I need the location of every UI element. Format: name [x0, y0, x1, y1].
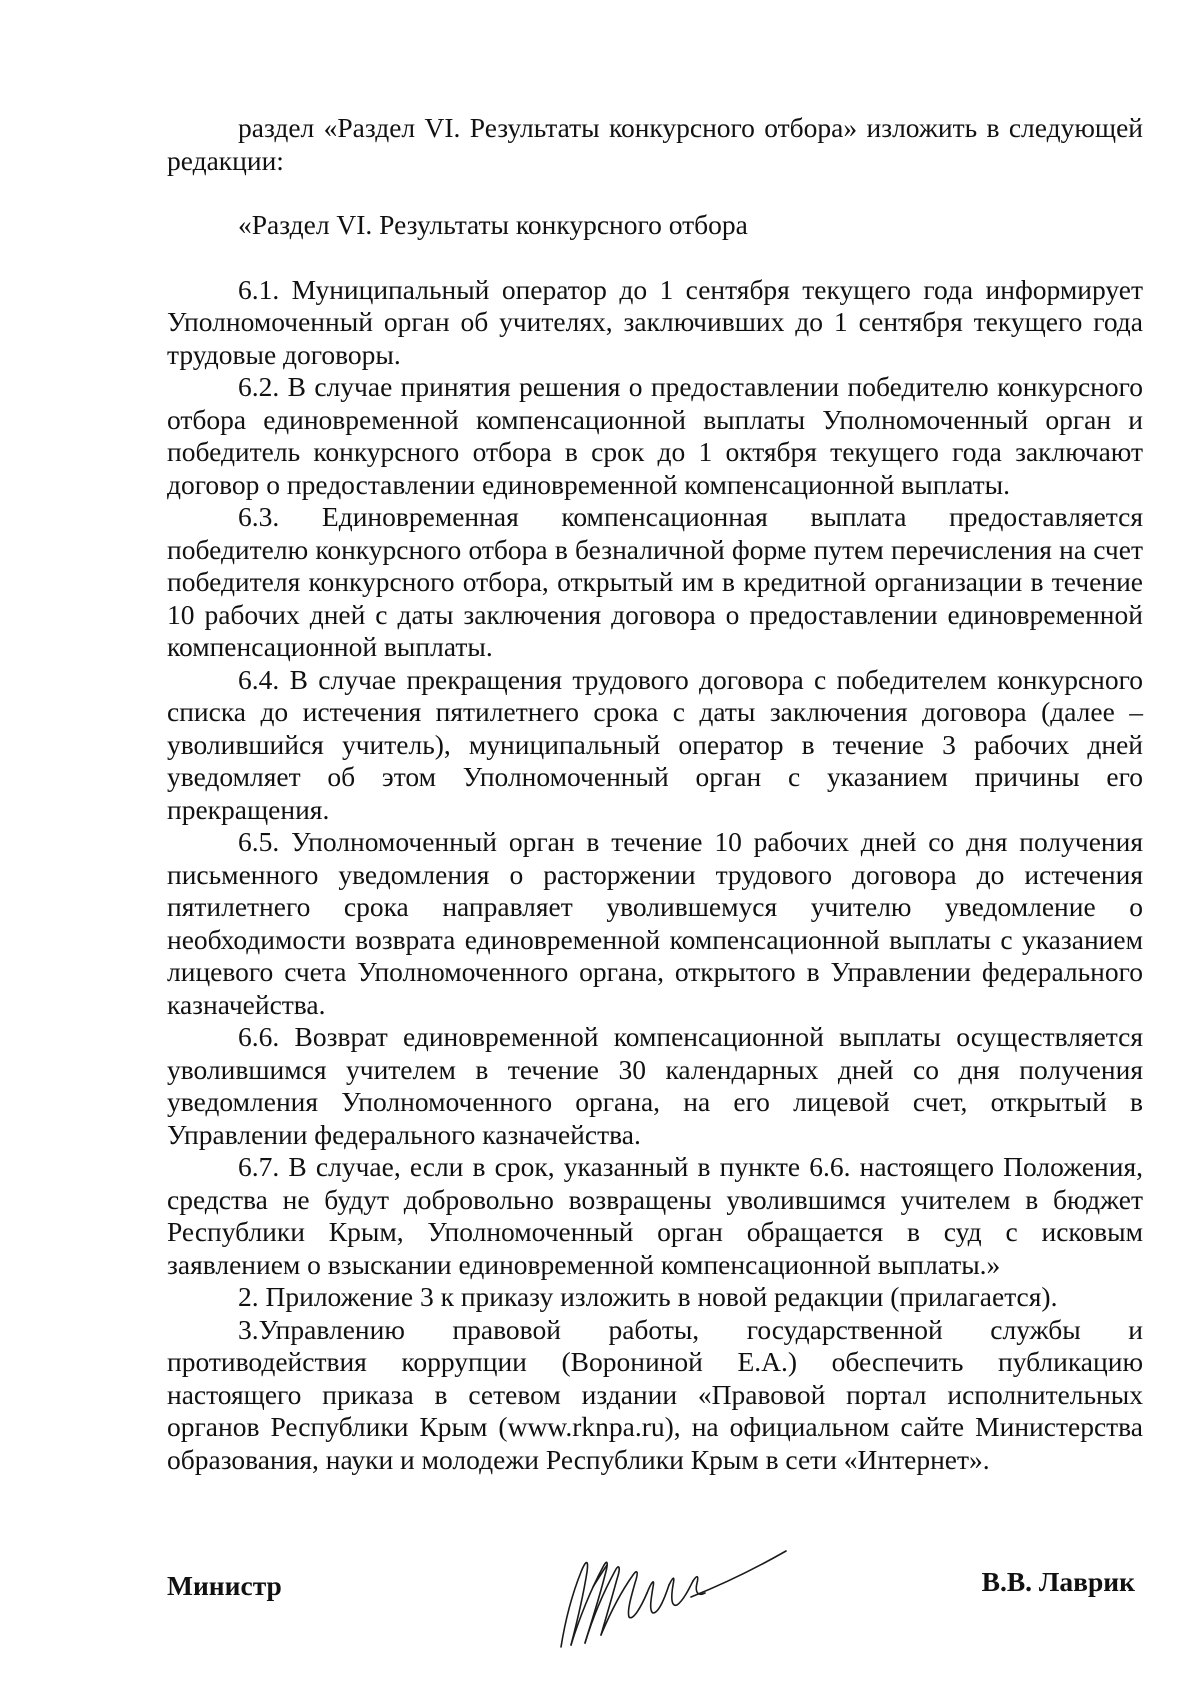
clause-6-1: 6.1. Муниципальный оператор до 1 сентября текущего года информирует Уполномоченный орган об учителях, заключивших до 1 сентября текущего года трудовые договоры. [167, 273, 1143, 370]
signatory-name: В.В. Лаврик [981, 1566, 1135, 1597]
signature-block [167, 1545, 1135, 1665]
document-body [167, 112, 1143, 1476]
intro-paragraph: раздел «Раздел VI. Результаты конкурсного отбора» изложить в следующей редакции: [167, 112, 1143, 176]
clause-6-7: 6.7. В случае, если в срок, указанный в пункте 6.6. настоящего Положения, средства не будут добровольно возвращены уволившимся учителем в бюджет Республики Крым, Уполномоченный орган обращается в суд с исковым заявлением о взыскании единовременной компенсационной выплаты.» [167, 1151, 1143, 1280]
item-3: 3.Управлению правовой работы, государственной службы и противодействия коррупции (Ворониной Е.А.) обеспечить публикацию настоящего приказа в сетевом издании «Правовой портал исполнительных органов Республики Крым (www.rknpa.ru), на официальном сайте Министерства образования, науки и молодежи Республики Крым в сети «Интернет». [167, 1313, 1143, 1475]
handwritten-signature [541, 1527, 791, 1657]
clause-6-3: 6.3. Единовременная компенсационная выплата предоставляется победителю конкурсного отбора в безналичной форме путем перечисления на счет победителя конкурсного отбора, открытый им в кредитной организации в течение 10 рабочих дней с даты заключения договора о предоставлении единовременной компенсационной выплаты. [167, 501, 1143, 662]
item-2: 2. Приложение 3 к приказу изложить в новой редакции (прилагается). [238, 1281, 1058, 1312]
clause-6-6: 6.6. Возврат единовременной компенсационной выплаты осуществляется уволившимся учителем в течение 30 календарных дней со дня получения уведомления Уполномоченного органа, на его лицевой счет, открытый в Управлении федерального казначейства. [167, 1021, 1143, 1150]
clause-6-4: 6.4. В случае прекращения трудового договора с победителем конкурсного списка до истечения пятилетнего срока с даты заключения договора (далее – уволившийся учитель), муниципальный оператор в течение 3 рабочих дней уведомляет об этом Уполномоченный орган с указанием причины его прекращения. [167, 663, 1143, 825]
section-heading: «Раздел VI. Результаты конкурсного отбора [238, 209, 748, 240]
clause-6-2: 6.2. В случае принятия решения о предоставлении победителю конкурсного отбора единовременной компенсационной выплаты Уполномоченный орган и победитель конкурсного отбора в срок до 1 октября текущего года заключают договор о предоставлении единовременной компенсационной выплаты. [167, 371, 1143, 500]
clause-6-5: 6.5. Уполномоченный орган в течение 10 рабочих дней со дня получения письменного уведомления о расторжении трудового договора до истечения пятилетнего срока направляет уволившемуся учителю уведомление о необходимости возврата единовременной компенсационной выплаты с указанием лицевого счета Уполномоченного органа, открытого в Управлении федерального казначейства. [167, 826, 1143, 1020]
signatory-position: Министр [167, 1570, 282, 1601]
